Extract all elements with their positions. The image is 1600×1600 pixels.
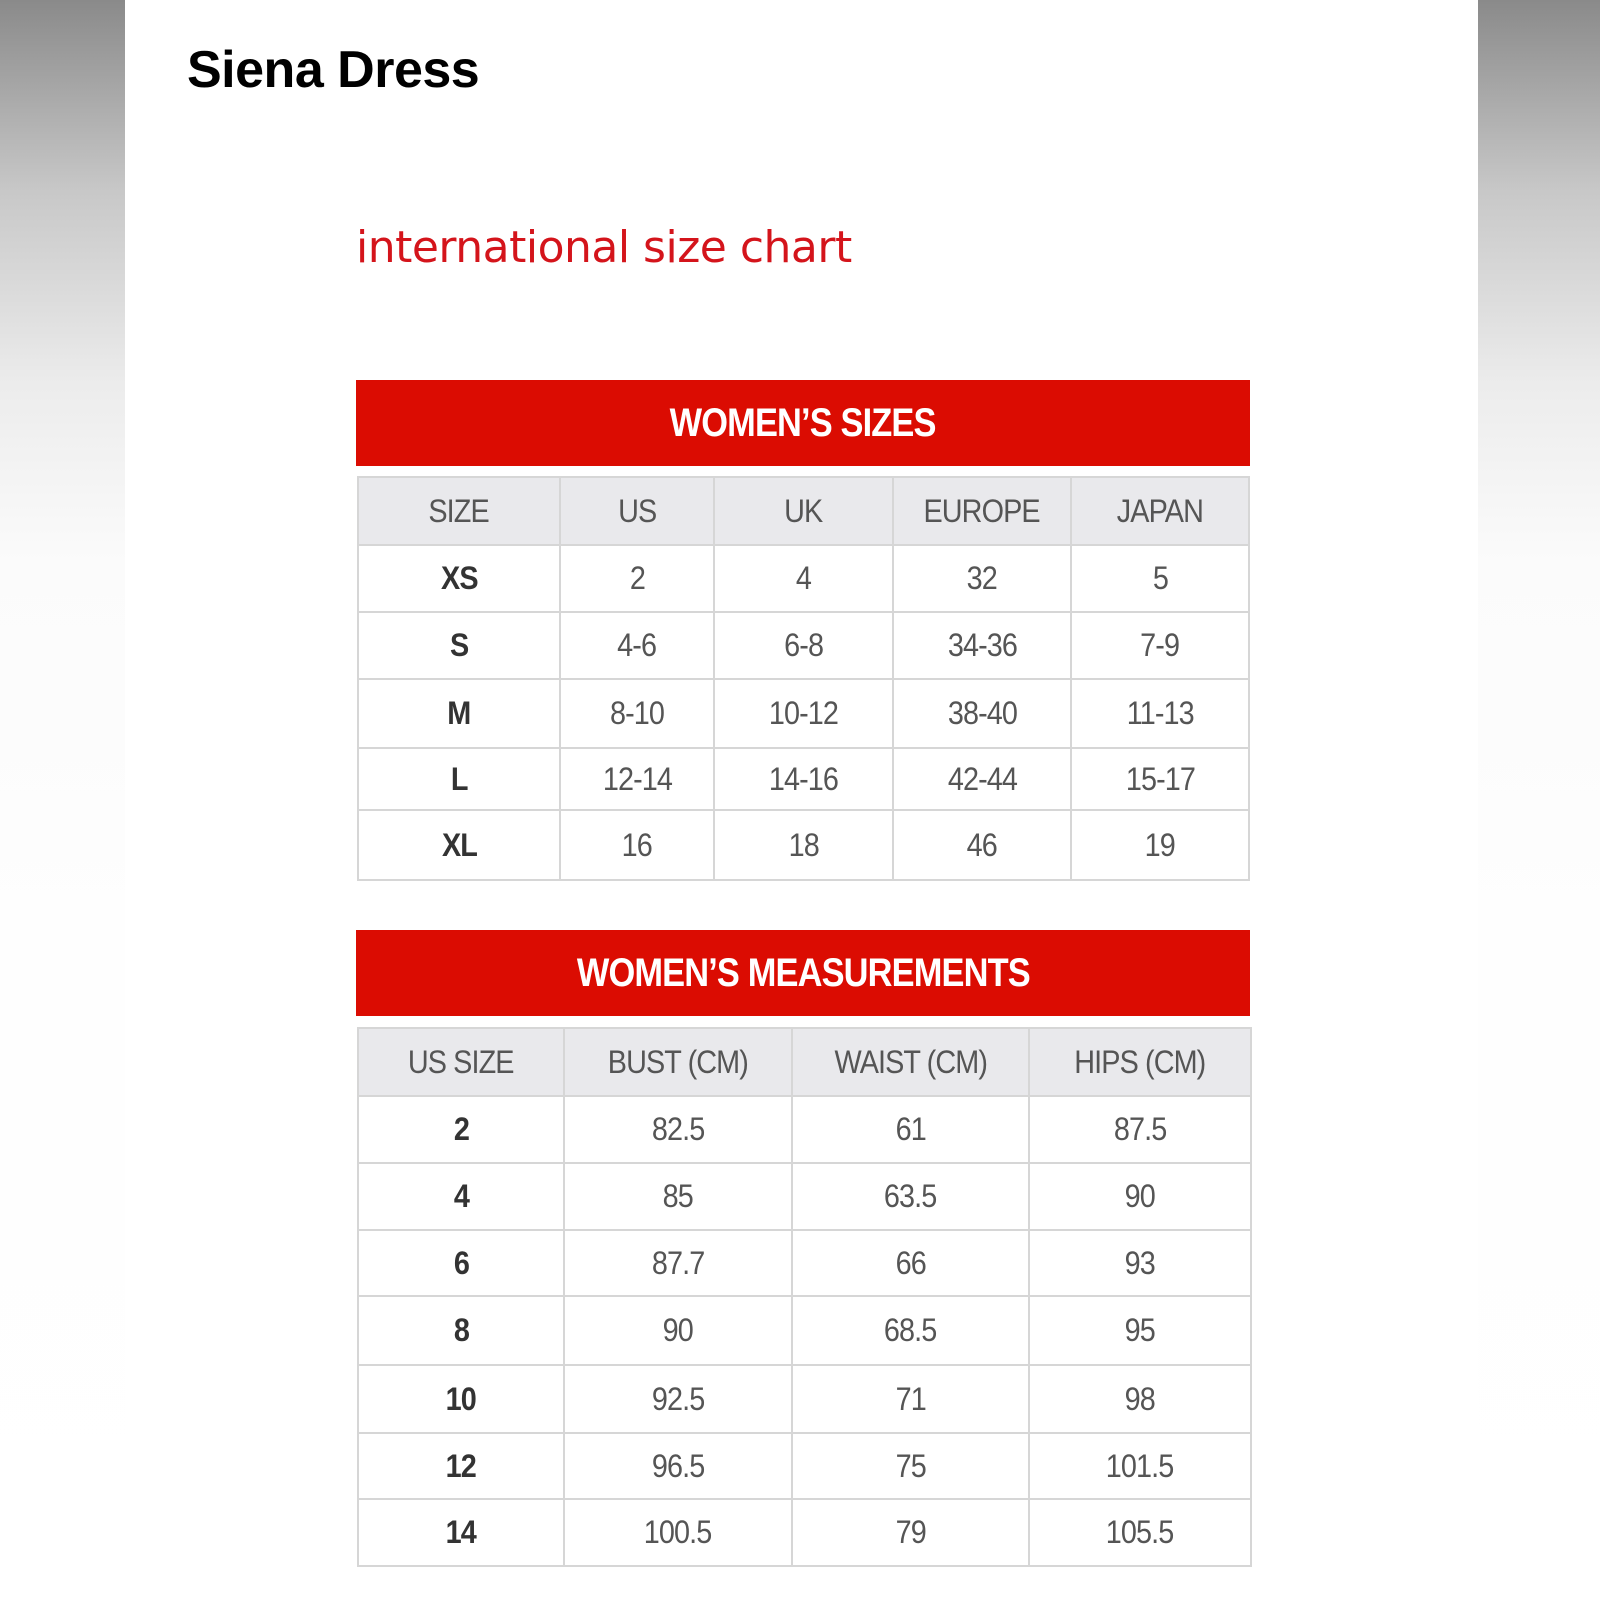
us-size-cell: 6 <box>358 1230 564 1296</box>
table-cell: 6-8 <box>714 612 893 679</box>
table-row <box>358 1230 1251 1296</box>
table-row <box>358 1499 1251 1566</box>
us-size-cell: 10 <box>358 1365 564 1433</box>
table-cell: 18 <box>714 810 893 880</box>
column-header: SIZE <box>358 477 560 545</box>
size-label-cell: M <box>358 679 560 748</box>
table-cell: 63.5 <box>792 1163 1029 1230</box>
right-gradient-panel <box>1477 0 1600 1600</box>
table-cell: 66 <box>792 1230 1029 1296</box>
table-cell: 96.5 <box>564 1433 792 1499</box>
column-header: JAPAN <box>1071 477 1249 545</box>
measurements-heading-bar <box>356 930 1250 1016</box>
table-cell: 90 <box>1029 1163 1251 1230</box>
table-cell: 79 <box>792 1499 1029 1566</box>
table-row <box>358 545 1249 612</box>
table-cell: 15-17 <box>1071 748 1249 810</box>
chart-subtitle: international size chart <box>356 222 852 273</box>
column-header: BUST (CM) <box>564 1028 792 1096</box>
table-row <box>358 748 1249 810</box>
us-size-cell: 12 <box>358 1433 564 1499</box>
left-gradient-panel <box>0 0 125 1600</box>
column-header: WAIST (CM) <box>792 1028 1029 1096</box>
table-row <box>358 1296 1251 1365</box>
table-cell: 16 <box>560 810 714 880</box>
sizes-heading: WOMEN’S SIZES <box>670 401 936 445</box>
table-cell: 95 <box>1029 1296 1251 1365</box>
table-cell: 14-16 <box>714 748 893 810</box>
us-size-cell: 14 <box>358 1499 564 1566</box>
table-cell: 82.5 <box>564 1096 792 1163</box>
table-cell: 87.7 <box>564 1230 792 1296</box>
table-cell: 105.5 <box>1029 1499 1251 1566</box>
table-cell: 75 <box>792 1433 1029 1499</box>
size-label-cell: S <box>358 612 560 679</box>
size-label-cell: L <box>358 748 560 810</box>
sizes-table <box>357 476 1250 881</box>
table-cell: 38-40 <box>893 679 1071 748</box>
table-row <box>358 1365 1251 1433</box>
table-cell: 10-12 <box>714 679 893 748</box>
size-label-cell: XL <box>358 810 560 880</box>
table-cell: 93 <box>1029 1230 1251 1296</box>
column-header: US <box>560 477 714 545</box>
table-row <box>358 1096 1251 1163</box>
sizes-heading-bar <box>356 380 1250 466</box>
table-cell: 12-14 <box>560 748 714 810</box>
table-cell: 100.5 <box>564 1499 792 1566</box>
table-cell: 98 <box>1029 1365 1251 1433</box>
table-cell: 68.5 <box>792 1296 1029 1365</box>
column-header: US SIZE <box>358 1028 564 1096</box>
table-cell: 42-44 <box>893 748 1071 810</box>
table-cell: 7-9 <box>1071 612 1249 679</box>
table-cell: 5 <box>1071 545 1249 612</box>
table-cell: 92.5 <box>564 1365 792 1433</box>
table-cell: 61 <box>792 1096 1029 1163</box>
measurements-heading: WOMEN’S MEASUREMENTS <box>576 951 1030 995</box>
table-cell: 8-10 <box>560 679 714 748</box>
table-row <box>358 810 1249 880</box>
sizes-header-row <box>358 477 1249 545</box>
table-cell: 19 <box>1071 810 1249 880</box>
table-cell: 101.5 <box>1029 1433 1251 1499</box>
table-cell: 90 <box>564 1296 792 1365</box>
size-label-cell: XS <box>358 545 560 612</box>
table-cell: 2 <box>560 545 714 612</box>
table-cell: 87.5 <box>1029 1096 1251 1163</box>
table-cell: 32 <box>893 545 1071 612</box>
table-row <box>358 1163 1251 1230</box>
product-title: Siena Dress <box>187 41 480 99</box>
table-cell: 85 <box>564 1163 792 1230</box>
table-cell: 71 <box>792 1365 1029 1433</box>
table-cell: 34-36 <box>893 612 1071 679</box>
size-chart-page <box>125 0 1478 1600</box>
table-row <box>358 612 1249 679</box>
table-cell: 46 <box>893 810 1071 880</box>
column-header: EUROPE <box>893 477 1071 545</box>
table-cell: 4-6 <box>560 612 714 679</box>
table-row <box>358 679 1249 748</box>
column-header: UK <box>714 477 893 545</box>
table-cell: 4 <box>714 545 893 612</box>
us-size-cell: 8 <box>358 1296 564 1365</box>
measurements-header-row <box>358 1028 1251 1096</box>
us-size-cell: 2 <box>358 1096 564 1163</box>
us-size-cell: 4 <box>358 1163 564 1230</box>
table-row <box>358 1433 1251 1499</box>
table-cell: 11-13 <box>1071 679 1249 748</box>
measurements-table <box>357 1027 1252 1567</box>
column-header: HIPS (CM) <box>1029 1028 1251 1096</box>
